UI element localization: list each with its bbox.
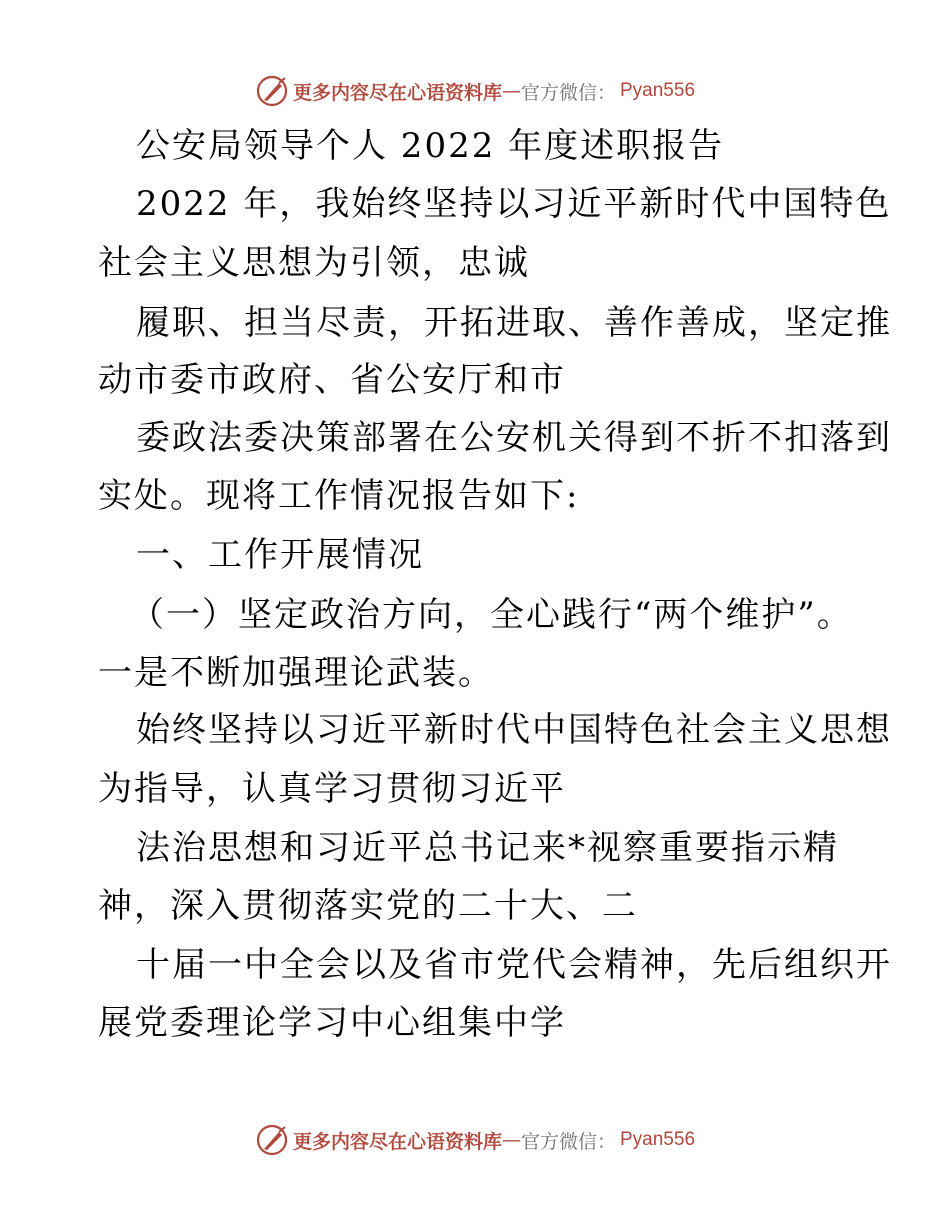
text-line: 法治思想和习近平总书记来*视察重要指示精 (136, 828, 839, 868)
text-line: 实处。现将工作情况报告如下: (98, 476, 580, 516)
section-heading: 一、工作开展情况 (136, 535, 424, 575)
footer-watermark (0, 1120, 950, 1160)
text-line: 为指导，认真学习贯彻习近平 (98, 769, 566, 809)
text-line: 始终坚持以习近平新时代中国特色社会主义思想 (136, 710, 892, 750)
text-line: 动市委市政府、省公安厅和市 (98, 360, 566, 400)
watermark-id: Pyan556 (620, 80, 696, 101)
text-line: 履职、担当尽责，开拓进取、善作善成，坚定推 (136, 303, 892, 343)
text-line: 展党委理论学习中心组集中学 (98, 1003, 566, 1043)
document-title: 公安局领导个人 2022 年度述职报告 (136, 126, 725, 166)
text-line: 神，深入贯彻落实党的二十大、二 (98, 886, 638, 926)
watermark-label: 官方微信： (520, 81, 616, 104)
text-line: 委政法委决策部署在公安机关得到不折不扣落到 (136, 418, 892, 458)
text-line: 一是不断加强理论武装。 (98, 653, 494, 693)
text-line: 2022 年，我始终坚持以习近平新时代中国特色 (136, 184, 892, 224)
watermark-dash: — (501, 80, 521, 102)
feather-pen-logo-icon (255, 74, 289, 108)
watermark-dash: — (501, 1129, 521, 1151)
subsection-heading: （一）坚定政治方向，全心践行“两个维护”。 (130, 595, 853, 635)
watermark-site: 更多内容尽在心语资料库 (292, 1130, 502, 1153)
watermark-id: Pyan556 (620, 1129, 696, 1150)
header-watermark (0, 71, 950, 111)
feather-pen-logo-icon (255, 1123, 289, 1157)
text-line: 十届一中全会以及省市党代会精神，先后组织开 (136, 945, 892, 985)
watermark-site: 更多内容尽在心语资料库 (292, 81, 502, 104)
watermark-label: 官方微信： (520, 1130, 616, 1153)
text-line: 社会主义思想为引领，忠诚 (98, 243, 530, 283)
